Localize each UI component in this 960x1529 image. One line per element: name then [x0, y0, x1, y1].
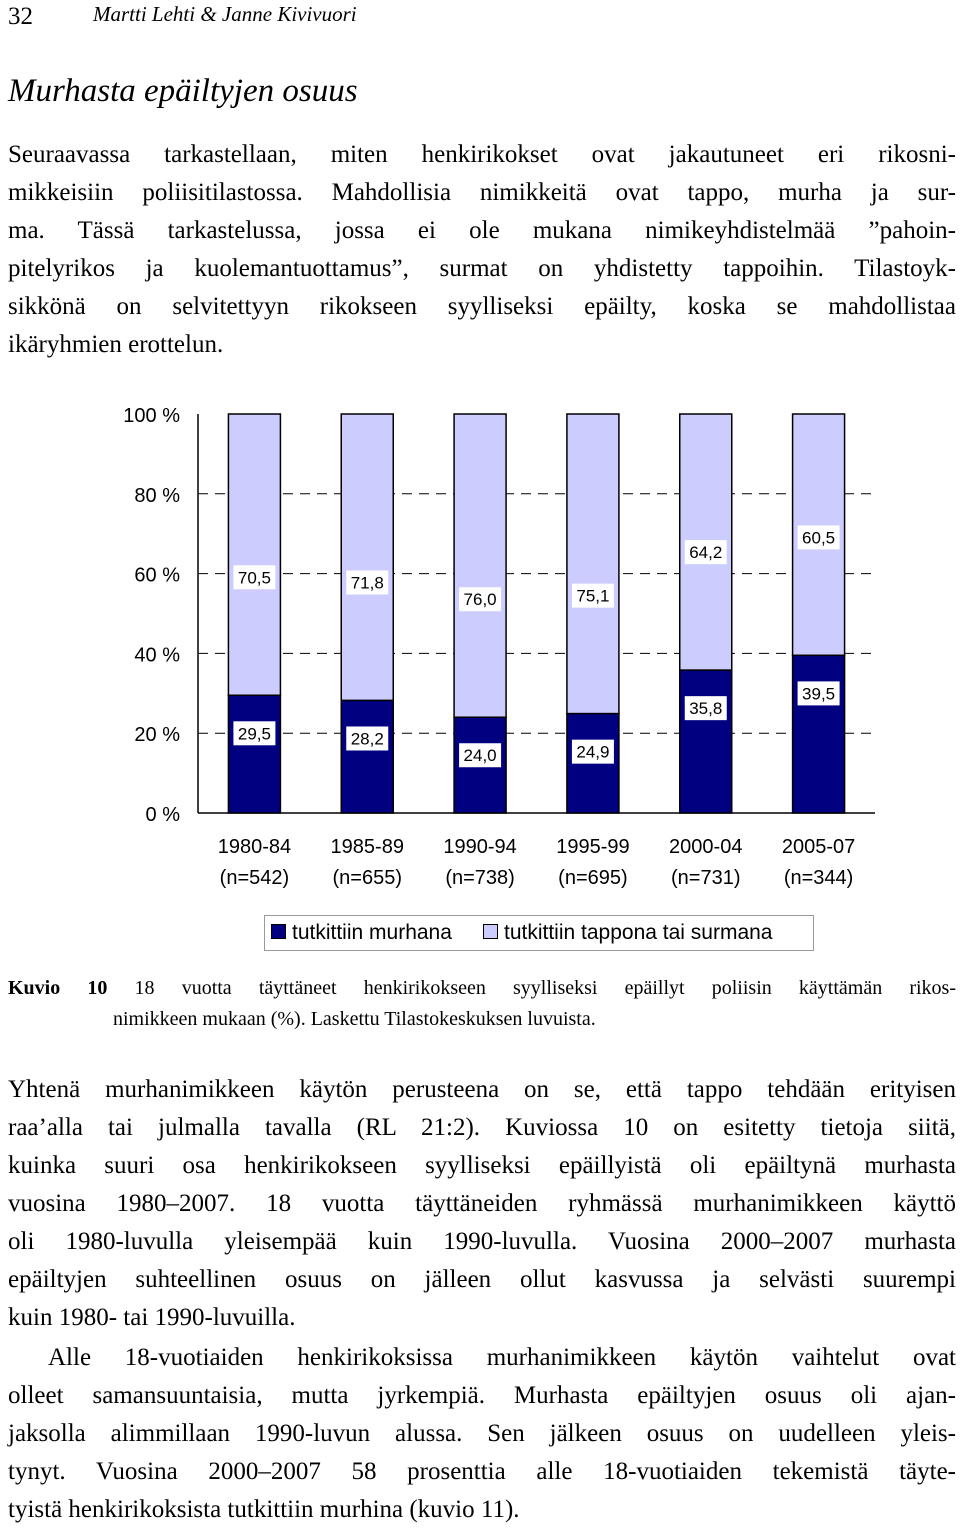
chart-legend: [264, 915, 814, 951]
y-tick-label: 100 %: [123, 405, 180, 427]
legend-label-manslaughter: tutkittiin tappona tai surmana: [504, 921, 773, 944]
paragraph-line: Yhtenä murhanimikkeen käytön perusteena on se, että tappo tehdään erityisen: [8, 1076, 956, 1103]
y-tick-label: 20 %: [134, 724, 180, 747]
paragraph-line: Alle 18-vuotiaiden henkirikoksissa murhanimikkeen käytön vaihtelut ovat: [48, 1344, 956, 1371]
paragraph-1: [8, 136, 956, 364]
paragraph-3: [8, 1339, 956, 1529]
paragraph-line: kuin 1980- tai 1990-luvuilla.: [8, 1304, 296, 1331]
page-number: 32: [8, 3, 33, 30]
paragraph-line: Seuraavassa tarkastellaan, miten henkirikokset ovat jakautuneet eri rikosni-: [8, 141, 956, 168]
chart-axes: [198, 414, 875, 813]
data-label-manslaughter: 70,5: [237, 568, 271, 588]
caption-text: 18 vuotta täyttäneet henkirikokseen syylliseksi epäillyt poliisin käyttämän rikos-: [134, 977, 957, 999]
bars: [228, 414, 844, 813]
legend-item-murder: [271, 921, 452, 945]
caption-line: nimikkeen mukaan (%). Laskettu Tilastokeskuksen luvuista.: [113, 1008, 596, 1030]
data-labels: [233, 525, 839, 767]
data-label-manslaughter: 75,1: [576, 586, 610, 606]
paragraph-line: oli 1980-luvulla yleisempää kuin 1990-luvulla. Vuosina 2000–2007 murhasta: [8, 1228, 956, 1255]
data-label-murder: 28,2: [350, 729, 384, 749]
chart-canvas: [0, 380, 960, 900]
x-tick-count: (n=655): [332, 867, 402, 889]
paragraph-line: tynyt. Vuosina 2000–2007 58 prosenttia alle 18-vuotiaiden tekemistä täyte-: [8, 1458, 956, 1485]
x-tick-label: 1995-99: [556, 836, 630, 858]
paragraph-line: pitelyrikos ja kuolemantuottamus”, surmat on yhdistetty tappoihin. Tilastoyk-: [8, 255, 956, 282]
data-label-manslaughter: 71,8: [350, 573, 384, 593]
legend-label-murder: tutkittiin murhana: [292, 921, 452, 944]
x-tick-count: (n=542): [219, 867, 290, 889]
data-label-manslaughter: 64,2: [689, 543, 723, 563]
bar-segment-murder: [341, 700, 393, 813]
data-label-murder: 39,5: [802, 684, 836, 704]
running-head: Martti Lehti & Janne Kivivuori: [93, 2, 357, 26]
x-tick-label: 1980-84: [217, 836, 292, 858]
paragraph-line: vuosina 1980–2007. 18 vuotta täyttäneiden ryhmässä murhanimikkeen käyttö: [8, 1190, 956, 1217]
paragraph-line: ikäryhmien erottelun.: [8, 331, 224, 358]
y-tick-label: 40 %: [134, 644, 180, 667]
data-label-murder: 24,0: [463, 746, 497, 766]
grid-lines: [198, 494, 875, 733]
paragraph-line: epäiltyjen suhteellinen osuus on jälleen ollut kasvussa ja selvästi suurempi: [8, 1266, 956, 1293]
caption-label: Kuvio 10: [8, 977, 108, 999]
data-label-murder: 35,8: [689, 699, 723, 719]
bar-segment-manslaughter: [567, 414, 619, 714]
y-tick-label: 60 %: [134, 564, 180, 587]
paragraph-line: jaksolla alimmillaan 1990-luvun alussa. Sen jälkeen osuus on uudelleen yleis-: [8, 1420, 956, 1447]
caption-line: [8, 973, 956, 1004]
bar-segment-manslaughter: [228, 414, 280, 695]
section-title: Murhasta epäiltyjen osuus: [8, 73, 358, 109]
bar-segment-murder: [680, 670, 732, 813]
x-tick-count: (n=344): [783, 867, 854, 889]
bar-segment-murder: [228, 695, 280, 813]
paragraph-line: sikkönä on selvitettyyn rikokseen syylliseksi epäilty, koska se mahdollistaa: [8, 293, 956, 320]
paragraph-2: [8, 1071, 956, 1337]
x-tick-label: 2005-07: [781, 836, 856, 858]
x-tick-count: (n=738): [445, 867, 515, 889]
y-tick-label: 80 %: [134, 484, 180, 507]
y-tick-label: 0 %: [145, 804, 180, 826]
data-label-manslaughter: 60,5: [802, 528, 836, 548]
paragraph-line: ma. Tässä tarkastelussa, jossa ei ole mukana nimikeyhdistelmää ”pahoin-: [8, 217, 956, 244]
x-tick-label: 1985-89: [330, 836, 404, 858]
paragraph-line: raa’alla tai julmalla tavalla (RL 21:2). Kuviossa 10 on esitetty tietoja siitä,: [8, 1114, 956, 1141]
x-tick-label: 2000-04: [669, 836, 743, 858]
legend-item-manslaughter: [483, 921, 773, 945]
legend-swatch-manslaughter: [483, 924, 498, 939]
bar-segment-murder: [793, 655, 845, 813]
legend-swatch-murder: [271, 924, 286, 939]
data-label-murder: 29,5: [237, 724, 271, 744]
paragraph-line: olleet samansuuntaisia, mutta jyrkempiä. Murhasta epäiltyjen osuus oli ajan-: [8, 1382, 956, 1409]
paragraph-line: kuinka suuri osa henkirikokseen syylliseksi epäillyistä oli epäiltynä murhasta: [8, 1152, 956, 1179]
figure-caption: [8, 973, 956, 1035]
bar-segment-manslaughter: [341, 414, 393, 700]
data-label-manslaughter: 76,0: [463, 590, 497, 610]
x-tick-count: (n=695): [558, 867, 628, 889]
paragraph-line: mikkeisiin poliisitilastossa. Mahdollisia nimikkeitä ovat tappo, murha ja sur-: [8, 179, 956, 206]
paragraph-line: tyistä henkirikoksista tutkittiin murhina (kuvio 11).: [8, 1496, 520, 1523]
x-tick-count: (n=731): [671, 867, 741, 889]
stacked-bar-chart: [0, 380, 960, 905]
data-label-murder: 24,9: [576, 742, 610, 762]
x-tick-label: 1990-94: [443, 836, 517, 858]
bar-segment-manslaughter: [454, 414, 506, 717]
